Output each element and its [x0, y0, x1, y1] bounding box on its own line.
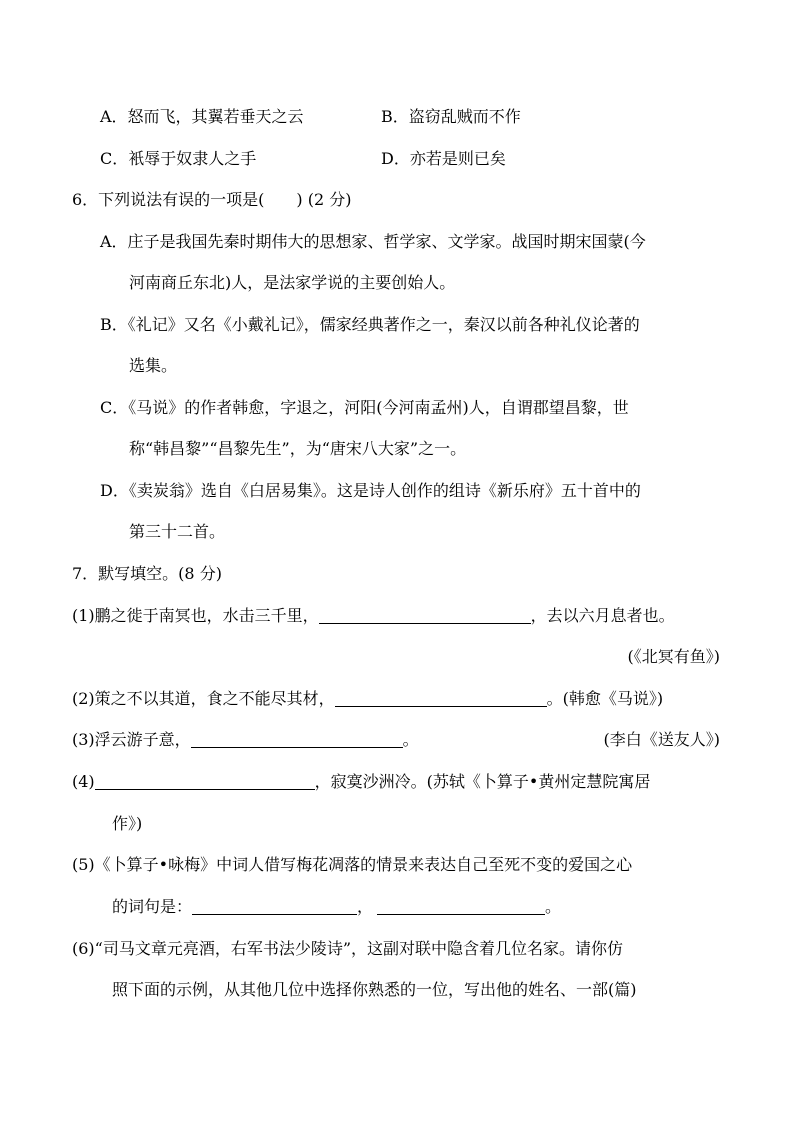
- q7-sub3-blank[interactable]: [191, 731, 403, 748]
- q7-sub6-line2: 照下面的示例，从其他几位中选择你熟悉的一位，写出他的姓名、一部(篇): [112, 980, 637, 999]
- q7-sub4-blank[interactable]: [95, 773, 315, 790]
- q7-sub1-blank[interactable]: [319, 607, 531, 624]
- q7-sub5-blank2[interactable]: [377, 898, 545, 915]
- q7-sub1: [72, 605, 675, 627]
- q7-sub2-prefix: (2)策之不以其道，食之不能尽其材，: [72, 689, 335, 708]
- q7-sub3-source: (李白《送友人》): [603, 730, 720, 749]
- q6-stem: 6．下列说法有误的一项是( ) (2 分): [72, 190, 352, 209]
- q6-option-c-line2: 称“韩昌黎”“昌黎先生”，为“唐宋八大家”之一。: [129, 439, 467, 458]
- q7-sub2: [72, 688, 663, 710]
- q7-sub2-blank[interactable]: [335, 690, 547, 707]
- q7-sub5-blank1[interactable]: [192, 898, 357, 915]
- q6-option-d-line1: D．《卖炭翁》选自《白居易集》。这是诗人创作的组诗《新乐府》五十首中的: [100, 481, 641, 500]
- q7-sub5-separator: ，: [357, 897, 374, 916]
- q6-option-b-line1: B．《礼记》又名《小戴礼记》，儒家经典著作之一，秦汉以前各种礼仪论著的: [100, 315, 640, 334]
- q7-sub3: [72, 729, 419, 751]
- q5-option-c: C．衹辱于奴隶人之手: [100, 149, 257, 168]
- q7-sub5-line1: (5)《卜算子•咏梅》中词人借写梅花凋落的情景来表达自己至死不变的爱国之心: [72, 855, 633, 874]
- q6-option-d-line2: 第三十二首。: [129, 522, 226, 541]
- q6-option-a-line1: A．庄子是我国先秦时期伟大的思想家、哲学家、文学家。战国时期宋国蒙(今: [100, 232, 646, 251]
- q7-sub4: [72, 771, 650, 793]
- q7-sub3-suffix: 。: [402, 730, 419, 749]
- q6-option-a-line2: 河南商丘东北)人，是法家学说的主要创始人。: [129, 273, 456, 292]
- q5-option-d: D．亦若是则已矣: [381, 149, 506, 168]
- q7-sub5-prefix: 的词句是：: [112, 897, 193, 916]
- q5-option-a: A．怒而飞，其翼若垂天之云: [100, 107, 304, 126]
- q7-sub1-suffix: ，去以六月息者也。: [530, 606, 675, 625]
- q7-sub4-prefix: (4): [72, 772, 95, 791]
- q7-sub5-line2: [112, 896, 561, 918]
- q7-sub1-source: (《北冥有鱼》): [627, 647, 720, 666]
- q5-option-b: B．盗窃乱贼而不作: [381, 107, 521, 126]
- q7-sub4-line2: 作》): [112, 814, 143, 833]
- q7-sub5-suffix: 。: [545, 897, 562, 916]
- q7-sub4-suffix: ，寂寞沙洲冷。(苏轼《卜算子•黄州定慧院寓居: [314, 772, 651, 791]
- q7-sub3-prefix: (3)浮云游子意，: [72, 730, 191, 749]
- q6-option-b-line2: 选集。: [129, 356, 178, 375]
- q6-option-c-line1: C．《马说》的作者韩愈，字退之，河阳(今河南孟州)人，自谓郡望昌黎，世: [100, 398, 629, 417]
- q7-sub2-suffix: 。(韩愈《马说》): [546, 689, 664, 708]
- q7-stem: 7．默写填空。(8 分): [72, 564, 222, 583]
- q7-sub1-prefix: (1)鹏之徙于南冥也，水击三千里，: [72, 606, 319, 625]
- q7-sub6-line1: (6)“司马文章元亮酒，右军书法少陵诗”，这副对联中隐含着几位名家。请你仿: [72, 939, 624, 958]
